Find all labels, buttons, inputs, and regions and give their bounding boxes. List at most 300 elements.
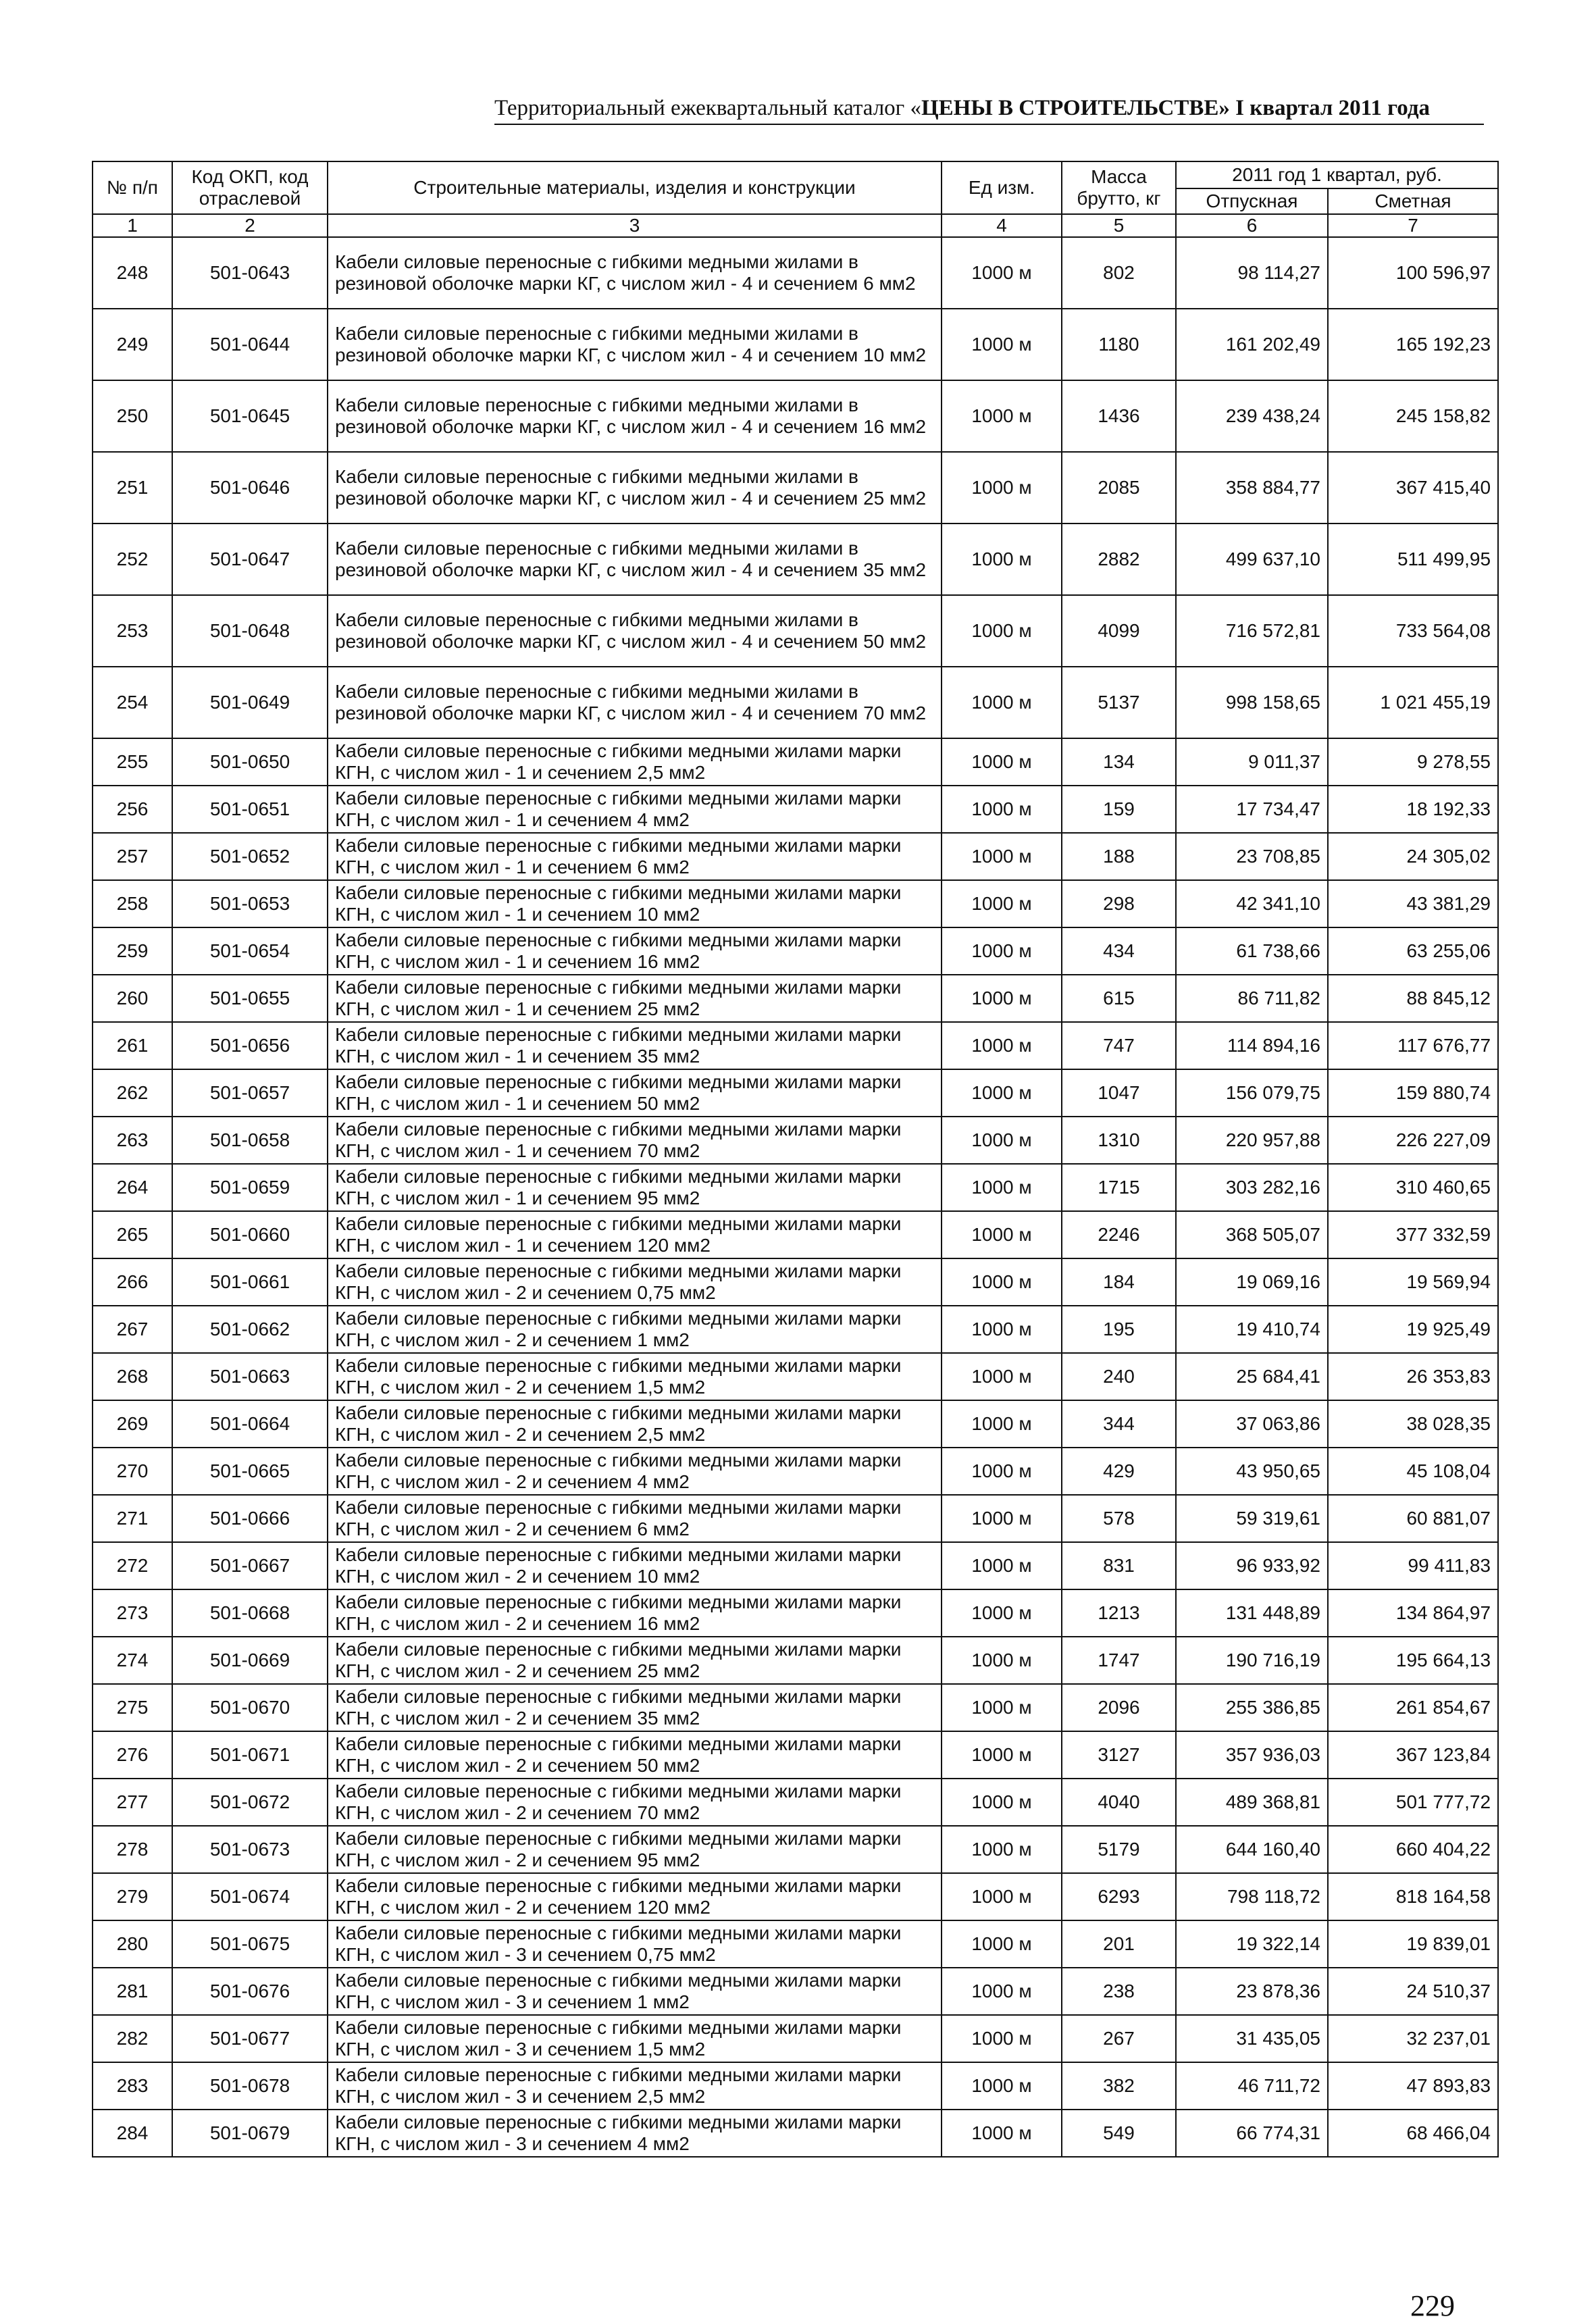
gross-mass: 267 <box>1062 2015 1176 2062</box>
header-prefix: Территориальный ежеквартальный каталог « <box>494 96 921 120</box>
item-description: Кабели силовые переносные с гибкими медными жилами в резиновой оболочке марки КГ, с числом жил - 4 и сечением 10 мм2 <box>328 309 942 380</box>
okp-code: 501-0649 <box>172 667 328 738</box>
estimate-price: 511 499,95 <box>1328 524 1498 595</box>
column-number: 5 <box>1062 214 1176 237</box>
estimate-price: 68 466,04 <box>1328 2110 1498 2157</box>
gross-mass: 1715 <box>1062 1164 1176 1211</box>
gross-mass: 5179 <box>1062 1826 1176 1873</box>
okp-code: 501-0679 <box>172 2110 328 2157</box>
estimate-price: 660 404,22 <box>1328 1826 1498 1873</box>
item-description: Кабели силовые переносные с гибкими медными жилами в резиновой оболочке марки КГ, с числом жил - 4 и сечением 16 мм2 <box>328 380 942 452</box>
okp-code: 501-0673 <box>172 1826 328 1873</box>
unit: 1000 м <box>942 833 1062 880</box>
unit: 1000 м <box>942 880 1062 927</box>
okp-code: 501-0653 <box>172 880 328 927</box>
release-price: 131 448,89 <box>1176 1589 1328 1637</box>
unit: 1000 м <box>942 1022 1062 1069</box>
table-row <box>93 309 1498 380</box>
gross-mass: 240 <box>1062 1353 1176 1400</box>
col-header-unit: Ед изм. <box>942 161 1062 214</box>
gross-mass: 298 <box>1062 880 1176 927</box>
col-header-estimate: Сметная <box>1328 188 1498 214</box>
column-number: 2 <box>172 214 328 237</box>
row-number: 265 <box>93 1211 172 1258</box>
unit: 1000 м <box>942 1117 1062 1164</box>
row-number: 253 <box>93 595 172 667</box>
release-price: 161 202,49 <box>1176 309 1328 380</box>
okp-code: 501-0659 <box>172 1164 328 1211</box>
unit: 1000 м <box>942 1731 1062 1779</box>
row-number: 263 <box>93 1117 172 1164</box>
gross-mass: 344 <box>1062 1400 1176 1448</box>
okp-code: 501-0674 <box>172 1873 328 1920</box>
col-header-code: Код ОКП, код отраслевой <box>172 161 328 214</box>
table-row <box>93 1589 1498 1637</box>
item-description: Кабели силовые переносные с гибкими медными жилами марки КГН, с числом жил - 1 и сечением 50 мм2 <box>328 1069 942 1117</box>
gross-mass: 4040 <box>1062 1779 1176 1826</box>
item-description: Кабели силовые переносные с гибкими медными жилами марки КГН, с числом жил - 2 и сечением 6 мм2 <box>328 1495 942 1542</box>
estimate-price: 99 411,83 <box>1328 1542 1498 1589</box>
table-row <box>93 667 1498 738</box>
release-price: 358 884,77 <box>1176 452 1328 524</box>
release-price: 19 069,16 <box>1176 1258 1328 1306</box>
gross-mass: 201 <box>1062 1920 1176 1968</box>
row-number: 277 <box>93 1779 172 1826</box>
item-description: Кабели силовые переносные с гибкими медными жилами марки КГН, с числом жил - 2 и сечением 16 мм2 <box>328 1589 942 1637</box>
unit: 1000 м <box>942 1258 1062 1306</box>
table-row <box>93 1211 1498 1258</box>
row-number: 284 <box>93 2110 172 2157</box>
unit: 1000 м <box>942 1637 1062 1684</box>
estimate-price: 63 255,06 <box>1328 927 1498 975</box>
release-price: 303 282,16 <box>1176 1164 1328 1211</box>
okp-code: 501-0672 <box>172 1779 328 1826</box>
estimate-price: 377 332,59 <box>1328 1211 1498 1258</box>
unit: 1000 м <box>942 1211 1062 1258</box>
item-description: Кабели силовые переносные с гибкими медными жилами марки КГН, с числом жил - 1 и сечением 70 мм2 <box>328 1117 942 1164</box>
unit: 1000 м <box>942 1968 1062 2015</box>
col-header-release: Отпускная <box>1176 188 1328 214</box>
gross-mass: 1213 <box>1062 1589 1176 1637</box>
col-header-num: № п/п <box>93 161 172 214</box>
estimate-price: 367 123,84 <box>1328 1731 1498 1779</box>
release-price: 86 711,82 <box>1176 975 1328 1022</box>
release-price: 31 435,05 <box>1176 2015 1328 2062</box>
row-number: 273 <box>93 1589 172 1637</box>
okp-code: 501-0660 <box>172 1211 328 1258</box>
estimate-price: 310 460,65 <box>1328 1164 1498 1211</box>
estimate-price: 43 381,29 <box>1328 880 1498 927</box>
table-row <box>93 524 1498 595</box>
unit: 1000 м <box>942 975 1062 1022</box>
table-row <box>93 1306 1498 1353</box>
row-number: 249 <box>93 309 172 380</box>
release-price: 239 438,24 <box>1176 380 1328 452</box>
release-price: 644 160,40 <box>1176 1826 1328 1873</box>
row-number: 262 <box>93 1069 172 1117</box>
item-description: Кабели силовые переносные с гибкими медными жилами марки КГН, с числом жил - 1 и сечением 16 мм2 <box>328 927 942 975</box>
item-description: Кабели силовые переносные с гибкими медными жилами марки КГН, с числом жил - 3 и сечением 2,5 мм2 <box>328 2062 942 2110</box>
item-description: Кабели силовые переносные с гибкими медными жилами марки КГН, с числом жил - 2 и сечением 0,75 мм2 <box>328 1258 942 1306</box>
okp-code: 501-0643 <box>172 237 328 309</box>
row-number: 248 <box>93 237 172 309</box>
okp-code: 501-0677 <box>172 2015 328 2062</box>
estimate-price: 1 021 455,19 <box>1328 667 1498 738</box>
okp-code: 501-0667 <box>172 1542 328 1589</box>
row-number: 274 <box>93 1637 172 1684</box>
release-price: 499 637,10 <box>1176 524 1328 595</box>
release-price: 25 684,41 <box>1176 1353 1328 1400</box>
table-row <box>93 2015 1498 2062</box>
gross-mass: 2882 <box>1062 524 1176 595</box>
release-price: 114 894,16 <box>1176 1022 1328 1069</box>
release-price: 156 079,75 <box>1176 1069 1328 1117</box>
row-number: 283 <box>93 2062 172 2110</box>
estimate-price: 117 676,77 <box>1328 1022 1498 1069</box>
item-description: Кабели силовые переносные с гибкими медными жилами марки КГН, с числом жил - 1 и сечением 2,5 мм2 <box>328 738 942 786</box>
col-header-period: 2011 год 1 квартал, руб. <box>1176 161 1498 188</box>
unit: 1000 м <box>942 1589 1062 1637</box>
table-header-row <box>93 161 1498 188</box>
col-header-mass: Масса брутто, кг <box>1062 161 1176 214</box>
gross-mass: 5137 <box>1062 667 1176 738</box>
release-price: 255 386,85 <box>1176 1684 1328 1731</box>
table-row <box>93 380 1498 452</box>
estimate-price: 26 353,83 <box>1328 1353 1498 1400</box>
unit: 1000 м <box>942 1826 1062 1873</box>
gross-mass: 1436 <box>1062 380 1176 452</box>
item-description: Кабели силовые переносные с гибкими медными жилами марки КГН, с числом жил - 1 и сечением 120 мм2 <box>328 1211 942 1258</box>
row-number: 256 <box>93 786 172 833</box>
estimate-price: 159 880,74 <box>1328 1069 1498 1117</box>
okp-code: 501-0652 <box>172 833 328 880</box>
release-price: 19 322,14 <box>1176 1920 1328 1968</box>
item-description: Кабели силовые переносные с гибкими медными жилами марки КГН, с числом жил - 2 и сечением 50 мм2 <box>328 1731 942 1779</box>
release-price: 998 158,65 <box>1176 667 1328 738</box>
okp-code: 501-0676 <box>172 1968 328 2015</box>
unit: 1000 м <box>942 738 1062 786</box>
okp-code: 501-0678 <box>172 2062 328 2110</box>
okp-code: 501-0658 <box>172 1117 328 1164</box>
header-title: ЦЕНЫ В СТРОИТЕЛЬСТВЕ» <box>921 96 1230 120</box>
unit: 1000 м <box>942 309 1062 380</box>
table-row <box>93 1400 1498 1448</box>
gross-mass: 615 <box>1062 975 1176 1022</box>
unit: 1000 м <box>942 2015 1062 2062</box>
table-row <box>93 1873 1498 1920</box>
okp-code: 501-0648 <box>172 595 328 667</box>
release-price: 220 957,88 <box>1176 1117 1328 1164</box>
release-price: 190 716,19 <box>1176 1637 1328 1684</box>
row-number: 259 <box>93 927 172 975</box>
gross-mass: 429 <box>1062 1448 1176 1495</box>
okp-code: 501-0651 <box>172 786 328 833</box>
unit: 1000 м <box>942 1495 1062 1542</box>
gross-mass: 434 <box>1062 927 1176 975</box>
row-number: 250 <box>93 380 172 452</box>
item-description: Кабели силовые переносные с гибкими медными жилами марки КГН, с числом жил - 2 и сечением 2,5 мм2 <box>328 1400 942 1448</box>
gross-mass: 2246 <box>1062 1211 1176 1258</box>
unit: 1000 м <box>942 1164 1062 1211</box>
estimate-price: 245 158,82 <box>1328 380 1498 452</box>
release-price: 59 319,61 <box>1176 1495 1328 1542</box>
table-row <box>93 1968 1498 2015</box>
okp-code: 501-0645 <box>172 380 328 452</box>
unit: 1000 м <box>942 1353 1062 1400</box>
okp-code: 501-0646 <box>172 452 328 524</box>
item-description: Кабели силовые переносные с гибкими медными жилами в резиновой оболочке марки КГ, с числом жил - 4 и сечением 50 мм2 <box>328 595 942 667</box>
item-description: Кабели силовые переносные с гибкими медными жилами марки КГН, с числом жил - 3 и сечением 1,5 мм2 <box>328 2015 942 2062</box>
okp-code: 501-0670 <box>172 1684 328 1731</box>
item-description: Кабели силовые переносные с гибкими медными жилами марки КГН, с числом жил - 2 и сечением 120 мм2 <box>328 1873 942 1920</box>
item-description: Кабели силовые переносные с гибкими медными жилами марки КГН, с числом жил - 2 и сечением 95 мм2 <box>328 1826 942 1873</box>
okp-code: 501-0661 <box>172 1258 328 1306</box>
release-price: 368 505,07 <box>1176 1211 1328 1258</box>
gross-mass: 549 <box>1062 2110 1176 2157</box>
release-price: 61 738,66 <box>1176 927 1328 975</box>
table-row <box>93 237 1498 309</box>
release-price: 19 410,74 <box>1176 1306 1328 1353</box>
item-description: Кабели силовые переносные с гибкими медными жилами в резиновой оболочке марки КГ, с числом жил - 4 и сечением 70 мм2 <box>328 667 942 738</box>
item-description: Кабели силовые переносные с гибкими медными жилами марки КГН, с числом жил - 3 и сечением 4 мм2 <box>328 2110 942 2157</box>
row-number: 280 <box>93 1920 172 1968</box>
estimate-price: 165 192,23 <box>1328 309 1498 380</box>
estimate-price: 134 864,97 <box>1328 1589 1498 1637</box>
row-number: 276 <box>93 1731 172 1779</box>
unit: 1000 м <box>942 1306 1062 1353</box>
table-row <box>93 1637 1498 1684</box>
gross-mass: 6293 <box>1062 1873 1176 1920</box>
column-number: 3 <box>328 214 942 237</box>
table-row <box>93 1164 1498 1211</box>
row-number: 266 <box>93 1258 172 1306</box>
table-row <box>93 595 1498 667</box>
unit: 1000 м <box>942 1779 1062 1826</box>
okp-code: 501-0655 <box>172 975 328 1022</box>
gross-mass: 4099 <box>1062 595 1176 667</box>
gross-mass: 3127 <box>1062 1731 1176 1779</box>
estimate-price: 38 028,35 <box>1328 1400 1498 1448</box>
release-price: 716 572,81 <box>1176 595 1328 667</box>
unit: 1000 м <box>942 1873 1062 1920</box>
gross-mass: 195 <box>1062 1306 1176 1353</box>
estimate-price: 19 839,01 <box>1328 1920 1498 1968</box>
item-description: Кабели силовые переносные с гибкими медными жилами марки КГН, с числом жил - 2 и сечением 35 мм2 <box>328 1684 942 1731</box>
unit: 1000 м <box>942 595 1062 667</box>
estimate-price: 19 925,49 <box>1328 1306 1498 1353</box>
release-price: 17 734,47 <box>1176 786 1328 833</box>
release-price: 42 341,10 <box>1176 880 1328 927</box>
item-description: Кабели силовые переносные с гибкими медными жилами марки КГН, с числом жил - 1 и сечением 10 мм2 <box>328 880 942 927</box>
estimate-price: 32 237,01 <box>1328 2015 1498 2062</box>
estimate-price: 60 881,07 <box>1328 1495 1498 1542</box>
unit: 1000 м <box>942 452 1062 524</box>
row-number: 257 <box>93 833 172 880</box>
item-description: Кабели силовые переносные с гибкими медными жилами марки КГН, с числом жил - 3 и сечением 0,75 мм2 <box>328 1920 942 1968</box>
okp-code: 501-0666 <box>172 1495 328 1542</box>
column-number: 1 <box>93 214 172 237</box>
estimate-price: 9 278,55 <box>1328 738 1498 786</box>
item-description: Кабели силовые переносные с гибкими медными жилами марки КГН, с числом жил - 3 и сечением 1 мм2 <box>328 1968 942 2015</box>
unit: 1000 м <box>942 786 1062 833</box>
unit: 1000 м <box>942 524 1062 595</box>
row-number: 252 <box>93 524 172 595</box>
okp-code: 501-0657 <box>172 1069 328 1117</box>
release-price: 98 114,27 <box>1176 237 1328 309</box>
table-row <box>93 1117 1498 1164</box>
table-row <box>93 1022 1498 1069</box>
item-description: Кабели силовые переносные с гибкими медными жилами марки КГН, с числом жил - 2 и сечением 4 мм2 <box>328 1448 942 1495</box>
unit: 1000 м <box>942 1400 1062 1448</box>
unit: 1000 м <box>942 667 1062 738</box>
okp-code: 501-0663 <box>172 1353 328 1400</box>
item-description: Кабели силовые переносные с гибкими медными жилами марки КГН, с числом жил - 1 и сечением 6 мм2 <box>328 833 942 880</box>
release-price: 43 950,65 <box>1176 1448 1328 1495</box>
table-body <box>93 237 1498 2157</box>
release-price: 798 118,72 <box>1176 1873 1328 1920</box>
release-price: 23 878,36 <box>1176 1968 1328 2015</box>
table-row <box>93 975 1498 1022</box>
okp-code: 501-0647 <box>172 524 328 595</box>
row-number: 258 <box>93 880 172 927</box>
row-number: 272 <box>93 1542 172 1589</box>
release-price: 489 368,81 <box>1176 1779 1328 1826</box>
row-number: 268 <box>93 1353 172 1400</box>
column-number: 4 <box>942 214 1062 237</box>
estimate-price: 501 777,72 <box>1328 1779 1498 1826</box>
price-table <box>92 161 1499 2158</box>
estimate-price: 261 854,67 <box>1328 1684 1498 1731</box>
item-description: Кабели силовые переносные с гибкими медными жилами марки КГН, с числом жил - 1 и сечением 4 мм2 <box>328 786 942 833</box>
item-description: Кабели силовые переносные с гибкими медными жилами марки КГН, с числом жил - 2 и сечением 10 мм2 <box>328 1542 942 1589</box>
table-row <box>93 1448 1498 1495</box>
unit: 1000 м <box>942 1448 1062 1495</box>
estimate-price: 24 510,37 <box>1328 1968 1498 2015</box>
column-number: 7 <box>1328 214 1498 237</box>
estimate-price: 24 305,02 <box>1328 833 1498 880</box>
gross-mass: 2085 <box>1062 452 1176 524</box>
estimate-price: 733 564,08 <box>1328 595 1498 667</box>
header-period: I квартал 2011 года <box>1229 96 1431 120</box>
gross-mass: 184 <box>1062 1258 1176 1306</box>
item-description: Кабели силовые переносные с гибкими медными жилами марки КГН, с числом жил - 2 и сечением 70 мм2 <box>328 1779 942 1826</box>
release-price: 23 708,85 <box>1176 833 1328 880</box>
gross-mass: 578 <box>1062 1495 1176 1542</box>
estimate-price: 226 227,09 <box>1328 1117 1498 1164</box>
item-description: Кабели силовые переносные с гибкими медными жилами марки КГН, с числом жил - 2 и сечением 1 мм2 <box>328 1306 942 1353</box>
table-row <box>93 2110 1498 2157</box>
table-row <box>93 1495 1498 1542</box>
gross-mass: 831 <box>1062 1542 1176 1589</box>
release-price: 357 936,03 <box>1176 1731 1328 1779</box>
okp-code: 501-0675 <box>172 1920 328 1968</box>
row-number: 261 <box>93 1022 172 1069</box>
row-number: 260 <box>93 975 172 1022</box>
item-description: Кабели силовые переносные с гибкими медными жилами марки КГН, с числом жил - 2 и сечением 25 мм2 <box>328 1637 942 1684</box>
estimate-price: 88 845,12 <box>1328 975 1498 1022</box>
release-price: 9 011,37 <box>1176 738 1328 786</box>
release-price: 37 063,86 <box>1176 1400 1328 1448</box>
table-row <box>93 1920 1498 1968</box>
estimate-price: 100 596,97 <box>1328 237 1498 309</box>
column-number-row <box>93 214 1498 237</box>
row-number: 278 <box>93 1826 172 1873</box>
page-number: 229 <box>1410 2289 1455 2322</box>
gross-mass: 1747 <box>1062 1637 1176 1684</box>
table-row <box>93 452 1498 524</box>
row-number: 271 <box>93 1495 172 1542</box>
item-description: Кабели силовые переносные с гибкими медными жилами в резиновой оболочке марки КГ, с числом жил - 4 и сечением 6 мм2 <box>328 237 942 309</box>
row-number: 281 <box>93 1968 172 2015</box>
estimate-price: 195 664,13 <box>1328 1637 1498 1684</box>
release-price: 96 933,92 <box>1176 1542 1328 1589</box>
unit: 1000 м <box>942 1920 1062 1968</box>
col-header-name: Строительные материалы, изделия и конструкции <box>328 161 942 214</box>
unit: 1000 м <box>942 2062 1062 2110</box>
unit: 1000 м <box>942 1542 1062 1589</box>
table-row <box>93 1542 1498 1589</box>
estimate-price: 47 893,83 <box>1328 2062 1498 2110</box>
item-description: Кабели силовые переносные с гибкими медными жилами в резиновой оболочке марки КГ, с числом жил - 4 и сечением 35 мм2 <box>328 524 942 595</box>
gross-mass: 238 <box>1062 1968 1176 2015</box>
table-row <box>93 1826 1498 1873</box>
release-price: 46 711,72 <box>1176 2062 1328 2110</box>
item-description: Кабели силовые переносные с гибкими медными жилами марки КГН, с числом жил - 1 и сечением 35 мм2 <box>328 1022 942 1069</box>
table-row <box>93 786 1498 833</box>
table-row <box>93 1779 1498 1826</box>
estimate-price: 818 164,58 <box>1328 1873 1498 1920</box>
gross-mass: 134 <box>1062 738 1176 786</box>
unit: 1000 м <box>942 2110 1062 2157</box>
item-description: Кабели силовые переносные с гибкими медными жилами марки КГН, с числом жил - 2 и сечением 1,5 мм2 <box>328 1353 942 1400</box>
table-row <box>93 880 1498 927</box>
row-number: 269 <box>93 1400 172 1448</box>
unit: 1000 м <box>942 380 1062 452</box>
item-description: Кабели силовые переносные с гибкими медными жилами марки КГН, с числом жил - 1 и сечением 25 мм2 <box>328 975 942 1022</box>
gross-mass: 382 <box>1062 2062 1176 2110</box>
gross-mass: 802 <box>1062 237 1176 309</box>
row-number: 275 <box>93 1684 172 1731</box>
table-row <box>93 1731 1498 1779</box>
okp-code: 501-0671 <box>172 1731 328 1779</box>
row-number: 279 <box>93 1873 172 1920</box>
estimate-price: 45 108,04 <box>1328 1448 1498 1495</box>
okp-code: 501-0668 <box>172 1589 328 1637</box>
catalog-header <box>494 96 1484 125</box>
gross-mass: 2096 <box>1062 1684 1176 1731</box>
gross-mass: 1310 <box>1062 1117 1176 1164</box>
okp-code: 501-0656 <box>172 1022 328 1069</box>
row-number: 270 <box>93 1448 172 1495</box>
gross-mass: 159 <box>1062 786 1176 833</box>
table-row <box>93 927 1498 975</box>
okp-code: 501-0644 <box>172 309 328 380</box>
unit: 1000 м <box>942 1069 1062 1117</box>
table-row <box>93 2062 1498 2110</box>
table-row <box>93 738 1498 786</box>
table-row <box>93 1684 1498 1731</box>
gross-mass: 188 <box>1062 833 1176 880</box>
row-number: 251 <box>93 452 172 524</box>
row-number: 264 <box>93 1164 172 1211</box>
release-price: 66 774,31 <box>1176 2110 1328 2157</box>
okp-code: 501-0662 <box>172 1306 328 1353</box>
row-number: 267 <box>93 1306 172 1353</box>
estimate-price: 18 192,33 <box>1328 786 1498 833</box>
estimate-price: 367 415,40 <box>1328 452 1498 524</box>
row-number: 255 <box>93 738 172 786</box>
unit: 1000 м <box>942 237 1062 309</box>
